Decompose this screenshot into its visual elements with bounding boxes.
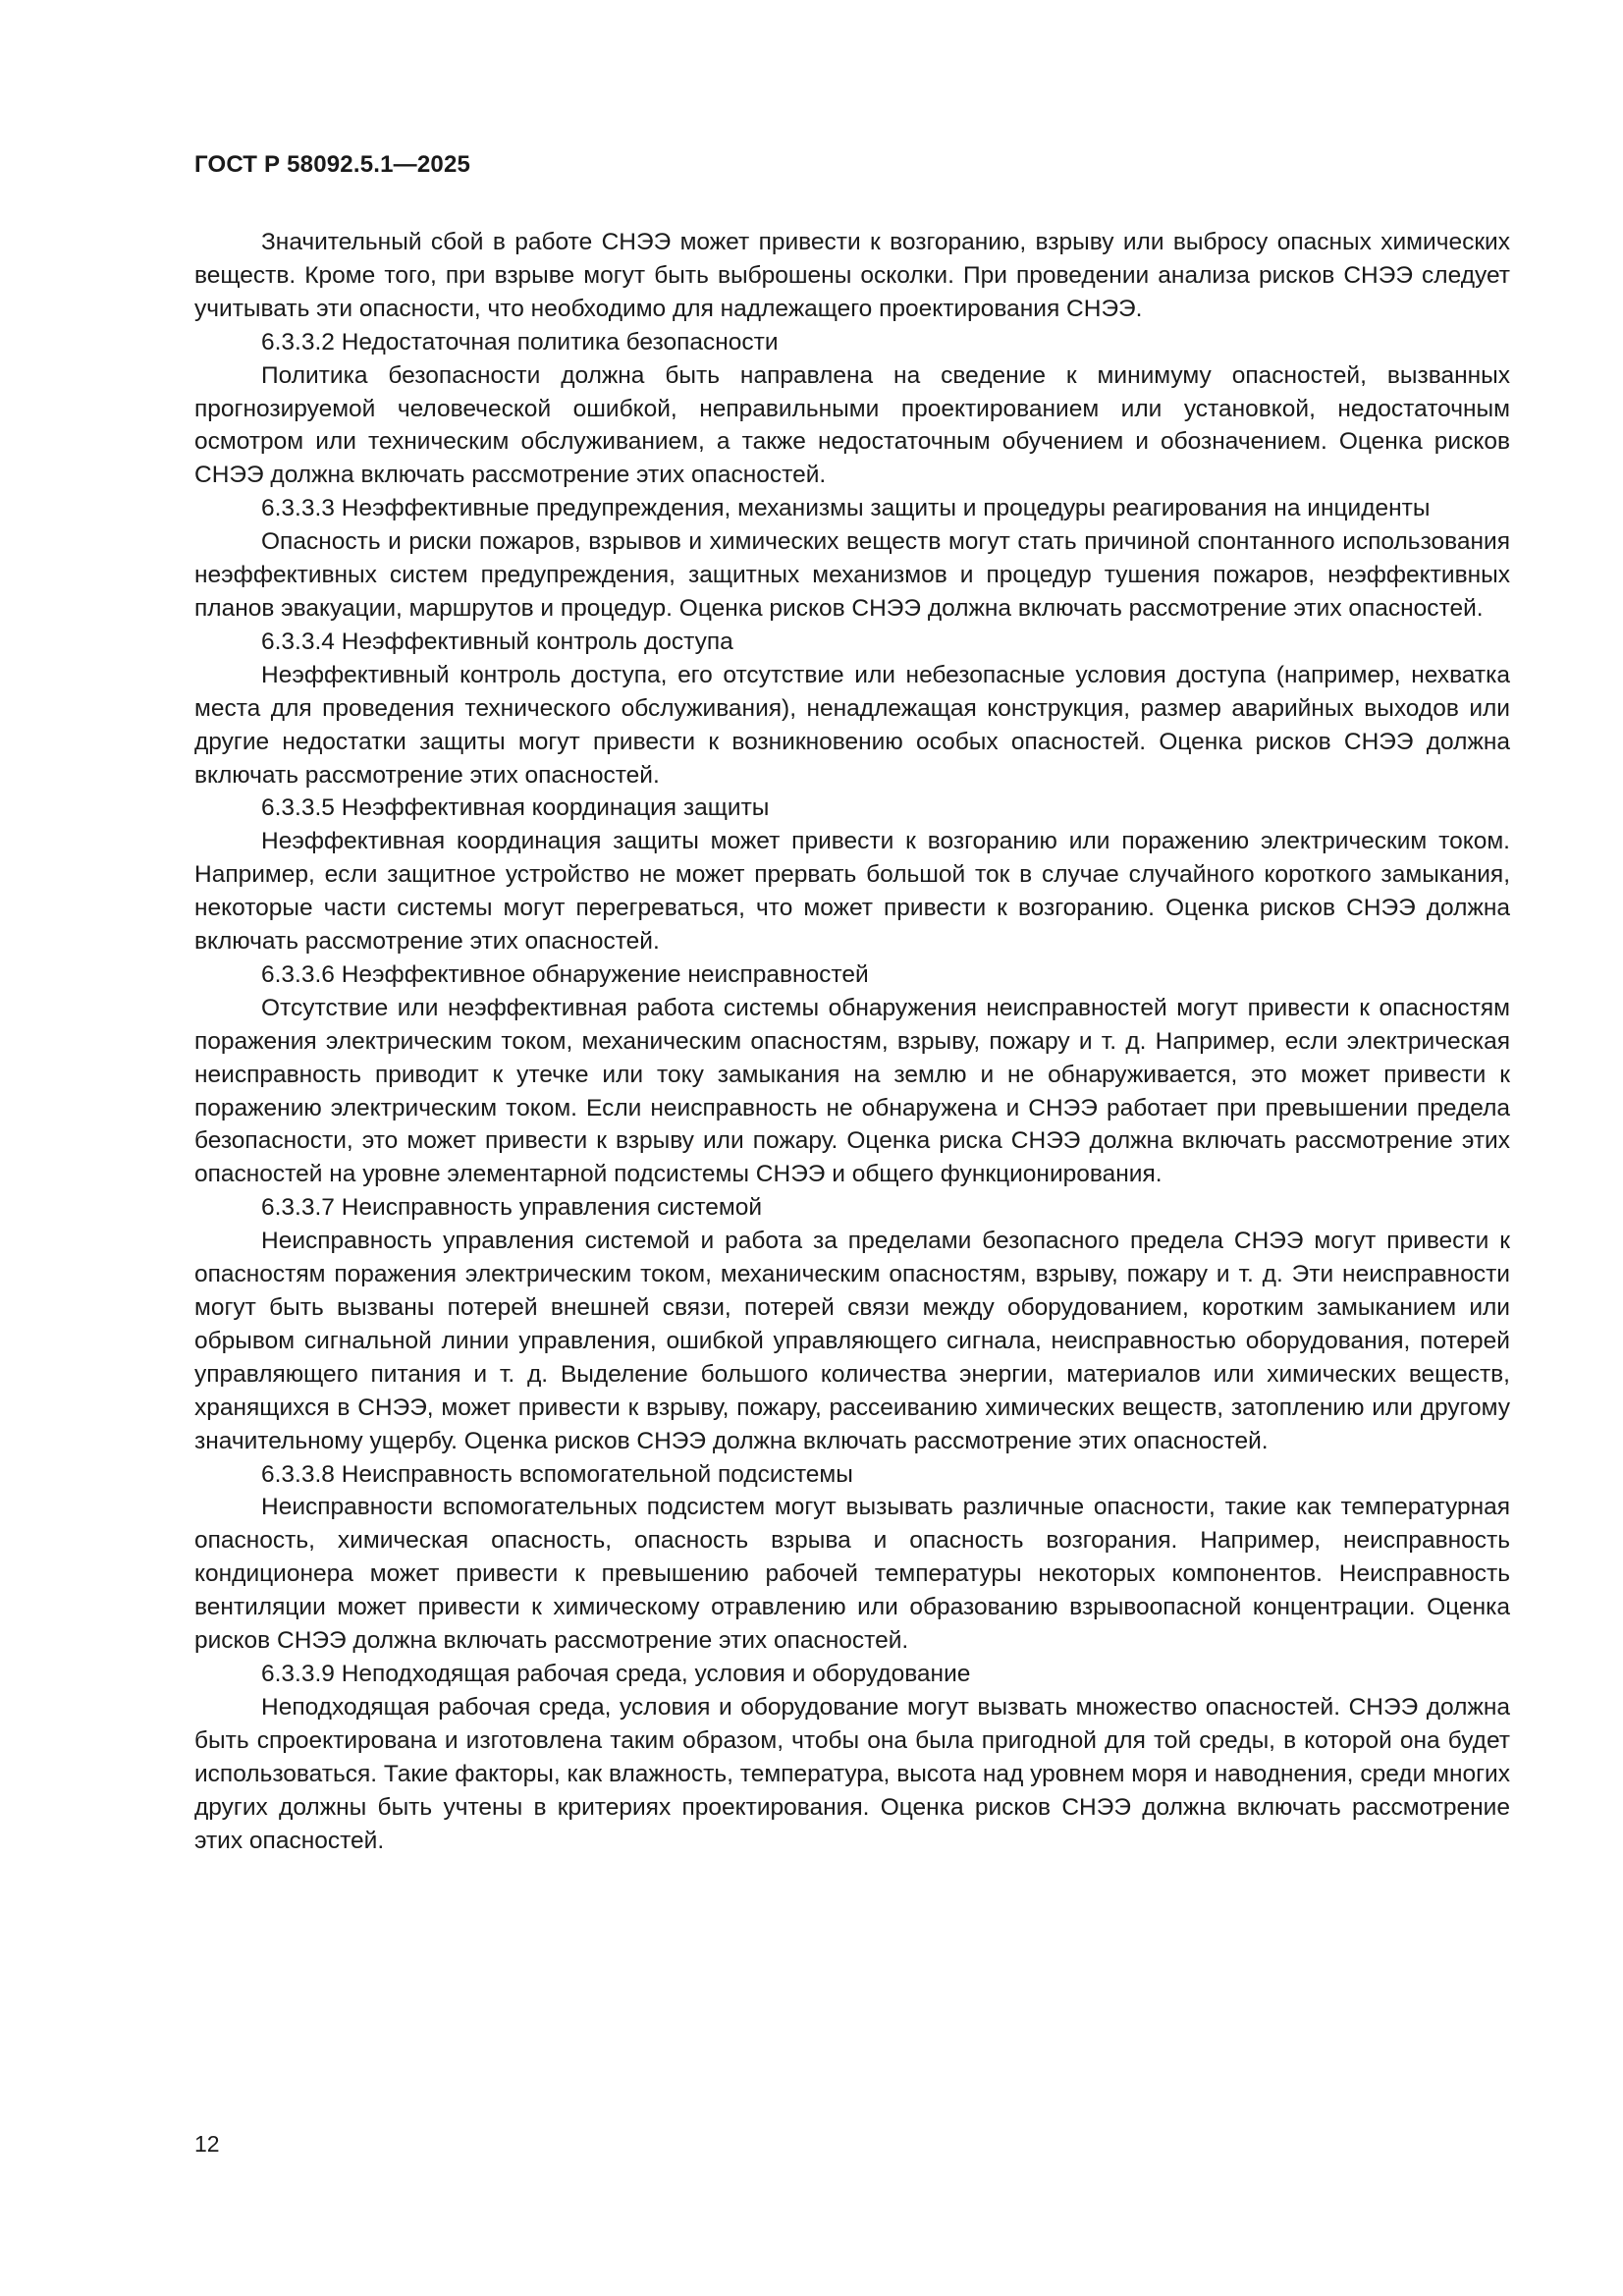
paragraph: Неисправность управления системой и работа за пределами безопасного предела СНЭЭ могут привести к опасностям поражения электрическим током, механическим опасностям, взрыву, пожару и т. д. Эти неисправности могут быть вызваны потерей внешней связи, потерей связи между оборудованием, коротким замыканием или обрывом сигнальной линии управления, ошибкой управляющего сигнала, неисправностью оборудования, потерей управляющего питания и т. д. Выделение большого количества энергии, материалов или химических веществ, хранящихся в СНЭЭ, может привести к взрыву, пожару, рассеиванию химических веществ, затоплению или другому значительному ущербу. Оценка рисков СНЭЭ должна включать рассмотрение этих опасностей. (194, 1228, 1510, 1454)
page-header: ГОСТ Р 58092.5.1—2025 (194, 151, 471, 178)
page-number: 12 (194, 2131, 220, 2157)
section-heading-6-3-3-3: 6.3.3.3 Неэффективные предупреждения, механизмы защиты и процедуры реагирования на инциденты (261, 495, 1431, 522)
paragraph: Отсутствие или неэффективная работа системы обнаружения неисправностей могут привести к опасностям поражения электрическим током, механическим опасностям, взрыву, пожару и т. д. Например, если электрическая неисправность приводит к утечке или току замыкания на землю и не обнаруживается, это может привести к поражению электрическим током. Если неисправность не обнаружена и СНЭЭ работает при превышении предела безопасности, это может привести к взрыву или пожару. Оценка риска СНЭЭ должна включать рассмотрение этих опасностей на уровне элементарной подсистемы СНЭЭ и общего функционирования. (194, 994, 1510, 1188)
section-heading-6-3-3-9: 6.3.3.9 Неподходящая рабочая среда, условия и оборудование (261, 1660, 971, 1687)
paragraph: Неисправности вспомогательных подсистем могут вызывать различные опасности, такие как температурная опасность, химическая опасность, опасность взрыва и опасность возгорания. Например, неисправность кондиционера может привести к превышению рабочей температуры некоторых компонентов. Неисправность вентиляции может привести к химическому отравлению или образованию взрывоопасной концентрации. Оценка рисков СНЭЭ должна включать рассмотрение этих опасностей. (194, 1494, 1510, 1655)
paragraph: Неподходящая рабочая среда, условия и оборудование могут вызвать множество опасностей. СНЭЭ должна быть спроектирована и изготовлена таким образом, чтобы она была пригодной для той среды, в которой она будет использоваться. Такие факторы, как влажность, температура, высота над уровнем моря и наводнения, среди многих других должны быть учтены в критериях проектирования. Оценка рисков СНЭЭ должна включать рассмотрение этих опасностей. (194, 1693, 1510, 1854)
section-heading-6-3-3-4: 6.3.3.4 Неэффективный контроль доступа (261, 628, 733, 655)
section-heading-6-3-3-2: 6.3.3.2 Недостаточная политика безопасности (261, 328, 779, 355)
section-heading-6-3-3-7: 6.3.3.7 Неисправность управления системой (261, 1194, 763, 1222)
paragraph: Политика безопасности должна быть направлена на сведение к минимуму опасностей, вызванных прогнозируемой человеческой ошибкой, неправильными проектированием или установкой, недостаточным осмотром или техническим обслуживанием, а также недостаточным обучением и обозначением. Оценка рисков СНЭЭ должна включать рассмотрение этих опасностей. (194, 361, 1510, 489)
paragraph: Неэффективная координация защиты может привести к возгоранию или поражению электрическим током. Например, если защитное устройство не может прервать большой ток в случае случайного короткого замыкания, некоторые части системы могут перегреваться, что может привести к возгоранию. Оценка рисков СНЭЭ должна включать рассмотрение этих опасностей. (194, 828, 1510, 956)
section-heading-6-3-3-6: 6.3.3.6 Неэффективное обнаружение неисправностей (261, 960, 869, 988)
document-body (194, 226, 1510, 1857)
paragraph: Неэффективный контроль доступа, его отсутствие или небезопасные условия доступа (например, нехватка места для проведения технического обслуживания), ненадлежащая конструкция, размер аварийных выходов или другие недостатки защиты могут привести к возникновению особых опасностей. Оценка рисков СНЭЭ должна включать рассмотрение этих опасностей. (194, 661, 1510, 789)
paragraph: Значительный сбой в работе СНЭЭ может привести к возгоранию, взрыву или выбросу опасных химических веществ. Кроме того, при взрыве могут быть выброшены осколки. При проведении анализа рисков СНЭЭ следует учитывать эти опасности, что необходимо для надлежащего проектирования СНЭЭ. (194, 229, 1510, 322)
paragraph: Опасность и риски пожаров, взрывов и химических веществ могут стать причиной спонтанного использования неэффективных систем предупреждения, защитных механизмов и процедур тушения пожаров, неэффективных планов эвакуации, маршрутов и процедур. Оценка рисков СНЭЭ должна включать рассмотрение этих опасностей. (194, 528, 1510, 622)
section-heading-6-3-3-5: 6.3.3.5 Неэффективная координация защиты (261, 794, 770, 822)
section-heading-6-3-3-8: 6.3.3.8 Неисправность вспомогательной подсистемы (261, 1460, 853, 1488)
